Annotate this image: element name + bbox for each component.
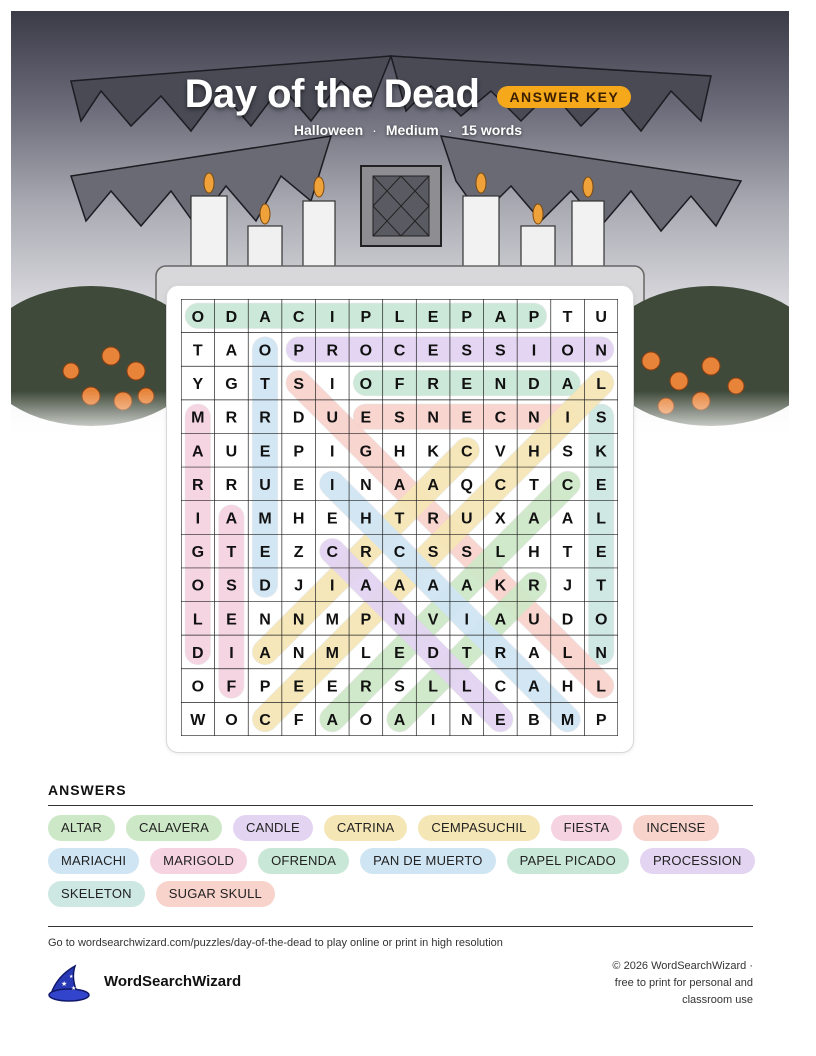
grid-letter: N [595,644,607,662]
grid-letter: D [225,308,238,326]
wizard-hat-icon [47,964,93,1004]
grid-letter: J [294,577,304,595]
grid-letter: L [495,544,506,562]
grid-letter: P [528,308,540,326]
grid-letter: P [293,443,304,461]
grid-letter: T [260,376,270,394]
grid-letter: U [595,308,607,326]
grid-letter: V [427,611,439,629]
grid-letter: A [460,577,473,595]
grid-letter: Y [192,376,204,394]
grid-letter: P [461,308,473,326]
grid-letter: H [528,544,540,562]
grid-letter: U [528,611,540,629]
grid-letter: R [427,376,439,394]
grid-letter: G [359,443,373,461]
answers-list [48,815,768,907]
grid-letter: S [226,577,237,595]
flame-shape [476,173,486,193]
grid-letter: M [191,409,205,427]
grid-letter: M [258,510,272,528]
grid-letter: O [191,308,205,326]
grid-letter: E [461,409,473,427]
grid-letter: R [494,644,507,662]
grid-letter: F [394,376,405,394]
grid-letter: E [427,342,439,360]
grid-letter: E [360,409,372,427]
candle-shape [191,196,227,276]
grid-letter: O [359,712,373,730]
grid-letter: D [192,644,204,662]
grid-letter: O [191,577,205,595]
category-label: Halloween [293,122,364,138]
grid-letter: L [428,678,439,696]
grid-letter: V [495,443,506,461]
grid-letter: A [192,443,204,461]
footer-url-text: Go to wordsearchwizard.com/puzzles/day-of-the-dead to play online or print in high resolution [48,937,503,949]
puzzle-meta: Halloween · Medium · 15 words [293,122,523,138]
grid-letter: I [330,376,335,394]
grid-letter: I [565,409,570,427]
grid-letter: O [191,678,205,696]
grid-letter: H [393,443,406,461]
grid-letter: T [461,644,472,662]
grid-letter: L [596,510,607,528]
grid-letter: C [393,544,406,562]
grid-letter: Q [460,476,473,494]
grid-letter: U [460,510,473,528]
grid-letter: D [561,611,574,629]
grid-letter: C [561,476,574,494]
grid-letter: S [427,544,439,562]
grid-letter: S [461,342,473,360]
grid-letter: H [561,678,574,696]
grid-letter: C [494,409,507,427]
grid-letter: S [293,376,304,394]
grid-letter: P [259,678,271,696]
grid-letter: W [190,712,206,730]
word-count-label: 15 words [461,122,523,138]
grid-letter: O [359,376,373,394]
grid-letter: L [596,678,607,696]
grid-letter: N [528,409,540,427]
grid-letter: R [192,476,204,494]
grid-letter: O [359,342,373,360]
grid-letter: T [226,544,237,562]
grid-letter: A [259,308,271,326]
word-search-grid [181,299,618,736]
grid-letter: F [293,712,304,730]
grid-letter: C [259,712,271,730]
grid-letter: A [393,476,406,494]
grid-letter: A [494,308,507,326]
copyright-line: classroom use [682,994,753,1006]
grid-letter: E [461,376,473,394]
answer-chip-altar: ALTAR [48,815,115,841]
grid-letter: R [259,409,271,427]
answer-chip-sugar-skull: SUGAR SKULL [156,881,275,907]
grid-letter: E [495,712,506,730]
grid-letter: A [528,644,540,662]
grid-letter: H [360,510,372,528]
difficulty-label: Medium [385,122,439,138]
grid-letter: I [330,308,335,326]
grid-letter: H [292,510,305,528]
grid-letter: A [561,510,574,528]
grid-letter: E [326,678,338,696]
grid-letter: A [561,376,574,394]
grid-letter: I [330,443,335,461]
flame-shape [583,177,593,197]
answer-chip-ofrenda: OFRENDA [258,848,349,874]
answer-chip-mariachi: MARIACHI [48,848,139,874]
answers-title: ANSWERS [48,782,127,798]
grid-letter: T [192,342,203,360]
grid-letter: P [293,342,304,360]
svg-text:★: ★ [69,974,74,980]
grid-letter: L [562,644,573,662]
footer-divider [48,926,753,927]
grid-letter: G [191,544,205,562]
candle-shape [572,201,604,276]
grid-letter: O [561,342,574,360]
grid-letter: A [326,712,339,730]
answer-chip-procession: PROCESSION [640,848,755,874]
grid-letter: A [360,577,372,595]
svg-text:★: ★ [61,981,68,988]
grid-letter: C [494,678,507,696]
answer-chip-marigold: MARIGOLD [150,848,247,874]
grid-letter: A [427,476,439,494]
answer-chip-candle: CANDLE [233,815,313,841]
answer-chip-skeleton: SKELETON [48,881,145,907]
grid-letter: L [192,611,203,629]
grid-letter: B [528,712,540,730]
grid-letter: N [292,611,305,629]
answer-key-badge: ANSWER KEY [497,86,631,108]
grid-letter: U [326,409,339,427]
grid-letter: S [562,443,573,461]
grid-letter: L [461,678,472,696]
grid-letter: A [393,712,406,730]
grid-letter: M [325,644,339,662]
grid-letter: N [494,376,507,394]
copyright-text [573,958,753,1009]
grid-letter: E [595,544,607,562]
grid-letter: T [394,510,405,528]
grid-letter: D [528,376,540,394]
answer-chip-cempasuchil: CEMPASUCHIL [418,815,539,841]
grid-letter: C [393,342,406,360]
grid-letter: E [226,611,237,629]
grid-letter: I [531,342,537,360]
grid-letter: T [529,476,539,494]
grid-letter: A [528,678,540,696]
grid-letter: H [528,443,540,461]
grid-letter: K [595,443,607,461]
grid-letter: R [427,510,439,528]
copyright-line: © 2026 WordSearchWizard · [612,960,753,972]
title-block [0,72,816,117]
grid-letter: M [560,712,575,730]
grid-letter: I [464,611,469,629]
grid-letter: Z [293,544,304,562]
grid-letter: A [259,644,271,662]
grid-letter: S [461,544,473,562]
grid-letter: T [562,308,573,326]
grid-letter: P [595,712,607,730]
grid-letter: I [330,476,335,494]
grid-letter: R [225,476,238,494]
grid-letter: E [293,476,304,494]
grid-letter: A [225,342,238,360]
grid-letter: J [563,577,573,595]
grid-letter: A [494,611,507,629]
grid-letter: N [292,644,305,662]
svg-text:★: ★ [71,986,77,992]
grid-letter: T [596,577,607,595]
grid-letter: A [225,510,238,528]
grid-letter: C [292,308,305,326]
grid-letter: E [595,476,607,494]
answer-chip-fiesta: FIESTA [551,815,623,841]
grid-letter: N [360,476,372,494]
grid-letter: R [326,342,339,360]
grid-letter: P [360,611,372,629]
flame-shape [260,204,270,224]
grid-letter: S [595,409,607,427]
grid-letter: O [258,342,272,360]
grid-letter: R [528,577,540,595]
grid-letter: F [226,678,237,696]
grid-letter: G [225,376,238,394]
grid-letter: S [495,342,506,360]
grid-letter: C [326,544,339,562]
grid-letter: I [330,577,335,595]
grid-letter: T [562,544,573,562]
answers-divider [48,805,753,806]
grid-letter: E [394,644,405,662]
copyright-line: free to print for personal and [614,977,753,989]
grid-letter: I [430,712,436,730]
grid-letter: E [259,544,271,562]
grid-letter: A [393,577,406,595]
grid-letter: N [259,611,271,629]
grid-letter: A [427,577,439,595]
answer-chip-calavera: CALAVERA [126,815,222,841]
flame-shape [533,204,543,224]
grid-letter: I [195,510,201,528]
grid-letter: C [460,443,473,461]
candle-shape [463,196,499,276]
grid-letter: M [325,611,339,629]
grid-letter: D [259,577,271,595]
answer-chip-pan-de-muerto: PAN DE MUERTO [360,848,496,874]
grid-letter: K [427,443,439,461]
grid-letter: E [293,678,304,696]
grid-letter: X [495,510,506,528]
grid-letter: N [393,611,406,629]
answer-chip-papel-picado: PAPEL PICADO [507,848,629,874]
grid-letter: L [596,376,607,394]
grid-letter: D [292,409,305,427]
grid-letter: S [394,678,405,696]
flame-shape [314,177,324,197]
grid-letter: S [394,409,405,427]
grid-letter: N [460,712,473,730]
brand-name: WordSearchWizard [104,973,242,990]
grid-letter: A [528,510,540,528]
grid-letter: O [225,712,238,730]
grid-letter: U [225,443,238,461]
grid-letter: R [360,678,372,696]
grid-letter: C [494,476,507,494]
candle-shape [303,201,335,276]
grid-letter: N [595,342,607,360]
grid-letter: I [229,644,234,662]
grid-letter: N [427,409,439,427]
grid-letter: L [360,644,371,662]
grid-letter: E [326,510,338,528]
grid-letter: O [594,611,608,629]
answer-chip-incense: INCENSE [633,815,718,841]
flame-shape [204,173,214,193]
grid-letter: R [360,544,372,562]
grid-letter: R [225,409,238,427]
grid-letter: E [259,443,271,461]
page-title: Day of the Dead [184,72,480,116]
grid-letter: E [427,308,439,326]
grid-letter: U [259,476,271,494]
grid-letter: D [427,644,439,662]
grid-letter: P [360,308,372,326]
answer-chip-catrina: CATRINA [324,815,408,841]
grid-letter: K [494,577,507,595]
grid-letter: L [394,308,405,326]
